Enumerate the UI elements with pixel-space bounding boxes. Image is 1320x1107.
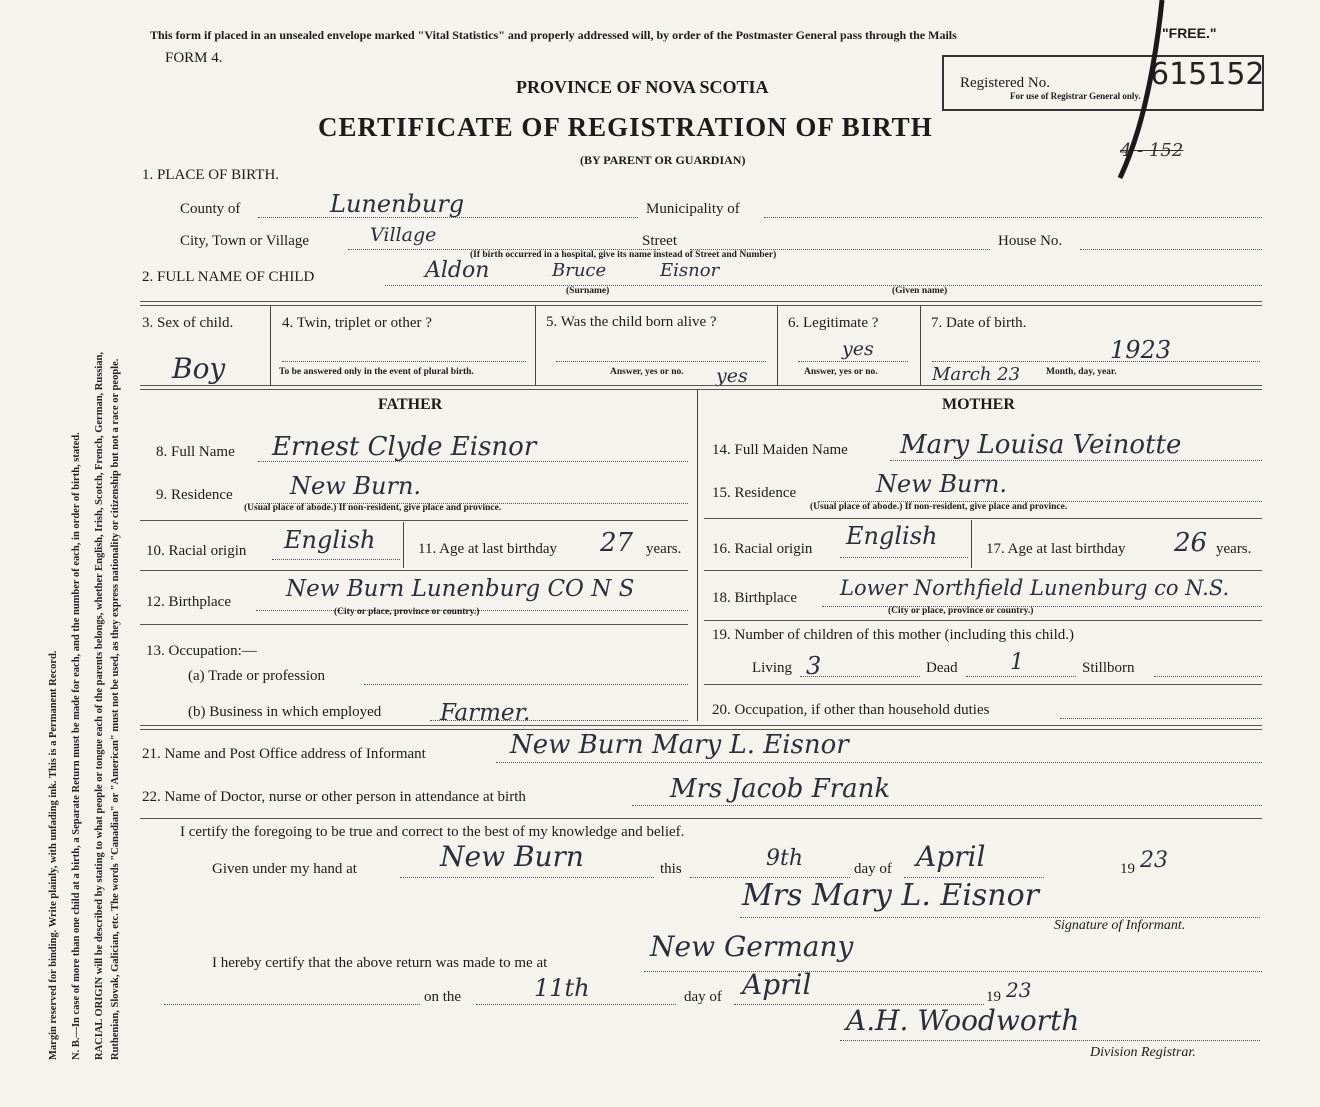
- mother-birthplace-note: (City or place, province or country.): [888, 606, 1034, 616]
- given-year-prefix: 19: [1120, 861, 1135, 877]
- free-label: "FREE.": [1162, 25, 1217, 41]
- father-name-label: 8. Full Name: [156, 444, 235, 460]
- county-label: County of: [180, 201, 241, 217]
- mother-birthplace-value: Lower Northfield Lunenburg co N.S.: [840, 576, 1230, 600]
- struck-number: 4 - 152: [1120, 140, 1184, 161]
- dob-value: March 23: [932, 364, 1021, 385]
- sex-value: Boy: [172, 352, 226, 385]
- dob-label: 7. Date of birth.: [931, 315, 1027, 331]
- given-day-value: 9th: [766, 846, 804, 871]
- mother-residence-label: 15. Residence: [712, 485, 797, 501]
- father-race-label: 10. Racial origin: [146, 543, 247, 559]
- mother-abode-note: (Usual place of abode.) If non-resident, give place and province.: [810, 502, 1068, 512]
- given-name-2-value: Eisnor: [660, 260, 720, 281]
- father-age-label: 11. Age at last birthday: [418, 541, 557, 557]
- given-hand-label: Given under my hand at: [212, 861, 357, 877]
- return-year-value: 23: [1006, 978, 1032, 1002]
- place-of-birth-label: 1. PLACE OF BIRTH.: [142, 167, 280, 183]
- mother-name-label: 14. Full Maiden Name: [712, 442, 848, 458]
- legitimate-label: 6. Legitimate ?: [788, 315, 879, 331]
- father-name-value: Ernest Clyde Eisnor: [272, 432, 537, 462]
- municipality-label: Municipality of: [646, 201, 740, 217]
- this-label: this: [660, 861, 682, 877]
- given-year-value: 23: [1140, 848, 1168, 873]
- given-at-value: New Burn: [440, 840, 584, 873]
- informant-signature: Mrs Mary L. Eisnor: [742, 878, 1040, 913]
- margin-line-2: N. B.—In case of more than one child at a birth, a Separate Return must be made for each, and the number of each, in order of birth, stated.: [71, 432, 82, 1060]
- children-label: 19. Number of children of this mother (including this child.): [712, 627, 1075, 643]
- mother-age-label: 17. Age at last birthday: [986, 541, 1126, 557]
- father-years-label: years.: [646, 541, 682, 557]
- certificate-title: CERTIFICATE OF REGISTRATION OF BIRTH: [318, 112, 933, 142]
- doctor-value: Mrs Jacob Frank: [670, 774, 891, 804]
- father-race-value: English: [284, 526, 376, 554]
- mother-residence-value: New Burn.: [876, 470, 1008, 498]
- hospital-note: (If birth occurred in a hospital, give its name instead of Street and Number): [470, 250, 777, 260]
- margin-line-4: Ruthenian, Slovak, Galician, etc. The words "Canadian" or "American" must not be used, as they express nationality or citizenship but not a race or people.: [110, 358, 121, 1060]
- postal-notice: This form if placed in an unsealed envelope marked "Vital Statistics" and properly addressed will, by order of the Postmaster General pass through the Mails: [150, 28, 957, 42]
- given-name-caption: (Given name): [892, 286, 948, 296]
- twin-note: To be answered only in the event of plural birth.: [279, 367, 474, 377]
- day-of-label-2: day of: [684, 989, 722, 1005]
- mother-race-label: 16. Racial origin: [712, 541, 813, 557]
- return-month-value: April: [742, 968, 812, 1001]
- division-registrar-caption: Division Registrar.: [1090, 1045, 1196, 1060]
- surname-value: Aldon: [425, 258, 490, 283]
- legitimate-value: yes: [842, 338, 874, 360]
- mother-birthplace-label: 18. Birthplace: [712, 590, 797, 606]
- certificate-subtitle: (BY PARENT OR GUARDIAN): [580, 153, 746, 167]
- dob-caption: Month, day, year.: [1046, 367, 1117, 377]
- on-the-label: on the: [424, 989, 462, 1005]
- mother-race-value: English: [846, 522, 938, 550]
- alive-value: yes: [716, 365, 748, 387]
- father-residence-value: New Burn.: [290, 472, 422, 500]
- day-of-label: day of: [854, 861, 892, 877]
- mother-occupation-label: 20. Occupation, if other than household duties: [712, 702, 990, 718]
- occupation-label: 13. Occupation:—: [146, 643, 257, 659]
- given-name-1-value: Bruce: [552, 260, 607, 281]
- registrar-signature: A.H. Woodworth: [846, 1004, 1080, 1037]
- trade-label: (a) Trade or profession: [188, 668, 326, 684]
- dead-value: 1: [1010, 650, 1024, 675]
- legitimate-answer-caption: Answer, yes or no.: [804, 367, 878, 377]
- sex-label: 3. Sex of child.: [142, 315, 234, 331]
- informant-label: 21. Name and Post Office address of Informant: [142, 746, 426, 762]
- house-label: House No.: [998, 233, 1063, 249]
- father-birthplace-note: (City or place, province or country.): [334, 607, 480, 617]
- signature-informant-caption: Signature of Informant.: [1054, 918, 1186, 933]
- stillborn-label: Stillborn: [1082, 660, 1135, 676]
- form-number: FORM 4.: [165, 50, 223, 66]
- surname-caption: (Surname): [566, 286, 610, 296]
- business-label: (b) Business in which employed: [188, 704, 382, 720]
- return-at-value: New Germany: [650, 930, 854, 963]
- dead-label: Dead: [926, 660, 958, 676]
- father-residence-label: 9. Residence: [156, 487, 233, 503]
- return-year-prefix: 19: [986, 989, 1001, 1005]
- pen-stroke: [1100, 0, 1180, 180]
- return-day-value: 11th: [534, 974, 590, 1002]
- hereby-statement: I hereby certify that the above return was made to me at: [212, 955, 548, 971]
- twin-label: 4. Twin, triplet or other ?: [282, 315, 432, 331]
- doctor-label: 22. Name of Doctor, nurse or other person in attendance at birth: [142, 789, 526, 805]
- father-age-value: 27: [600, 528, 634, 558]
- margin-line-1: Margin reserved for binding. Write plainly, with unfading ink. This is a Permanent Record.: [48, 650, 59, 1060]
- street-label: Street: [642, 233, 677, 249]
- living-label: Living: [752, 660, 792, 676]
- informant-value: New Burn Mary L. Eisnor: [510, 730, 849, 760]
- county-value: Lunenburg: [330, 190, 465, 218]
- father-birthplace-value: New Burn Lunenburg CO N S: [286, 576, 635, 602]
- registrar-note: For use of Registrar General only.: [1010, 91, 1141, 101]
- given-month-value: April: [916, 840, 986, 873]
- mother-years-label: years.: [1216, 541, 1252, 557]
- living-value: 3: [806, 652, 822, 680]
- city-value: Village: [370, 224, 437, 246]
- alive-answer-caption: Answer, yes or no.: [610, 367, 684, 377]
- registered-label: Registered No.: [960, 75, 1050, 91]
- full-name-label: 2. FULL NAME OF CHILD: [142, 269, 315, 285]
- father-heading: FATHER: [378, 396, 443, 413]
- birth-year: 1923: [1110, 336, 1172, 364]
- father-abode-note: (Usual place of abode.) If non-resident, give place and province.: [244, 503, 502, 513]
- province-heading: PROVINCE OF NOVA SCOTIA: [516, 77, 769, 97]
- mother-age-value: 26: [1174, 528, 1208, 558]
- binding-margin: [44, 40, 140, 1080]
- mother-name-value: Mary Louisa Veinotte: [900, 430, 1182, 460]
- margin-line-3: RACIAL ORIGIN will be described by stating to what people or tongue each of the parents belongs, whether English, Irish, Scotch, French, German, Russian,: [94, 351, 105, 1060]
- alive-label: 5. Was the child born alive ?: [546, 314, 717, 330]
- mother-heading: MOTHER: [942, 396, 1015, 413]
- certify-statement: I certify the foregoing to be true and correct to the best of my knowledge and belief.: [180, 824, 685, 840]
- registered-number: 615152: [1150, 57, 1265, 92]
- city-label: City, Town or Village: [180, 233, 310, 249]
- business-value: Farmer.: [440, 700, 531, 726]
- father-birthplace-label: 12. Birthplace: [146, 594, 231, 610]
